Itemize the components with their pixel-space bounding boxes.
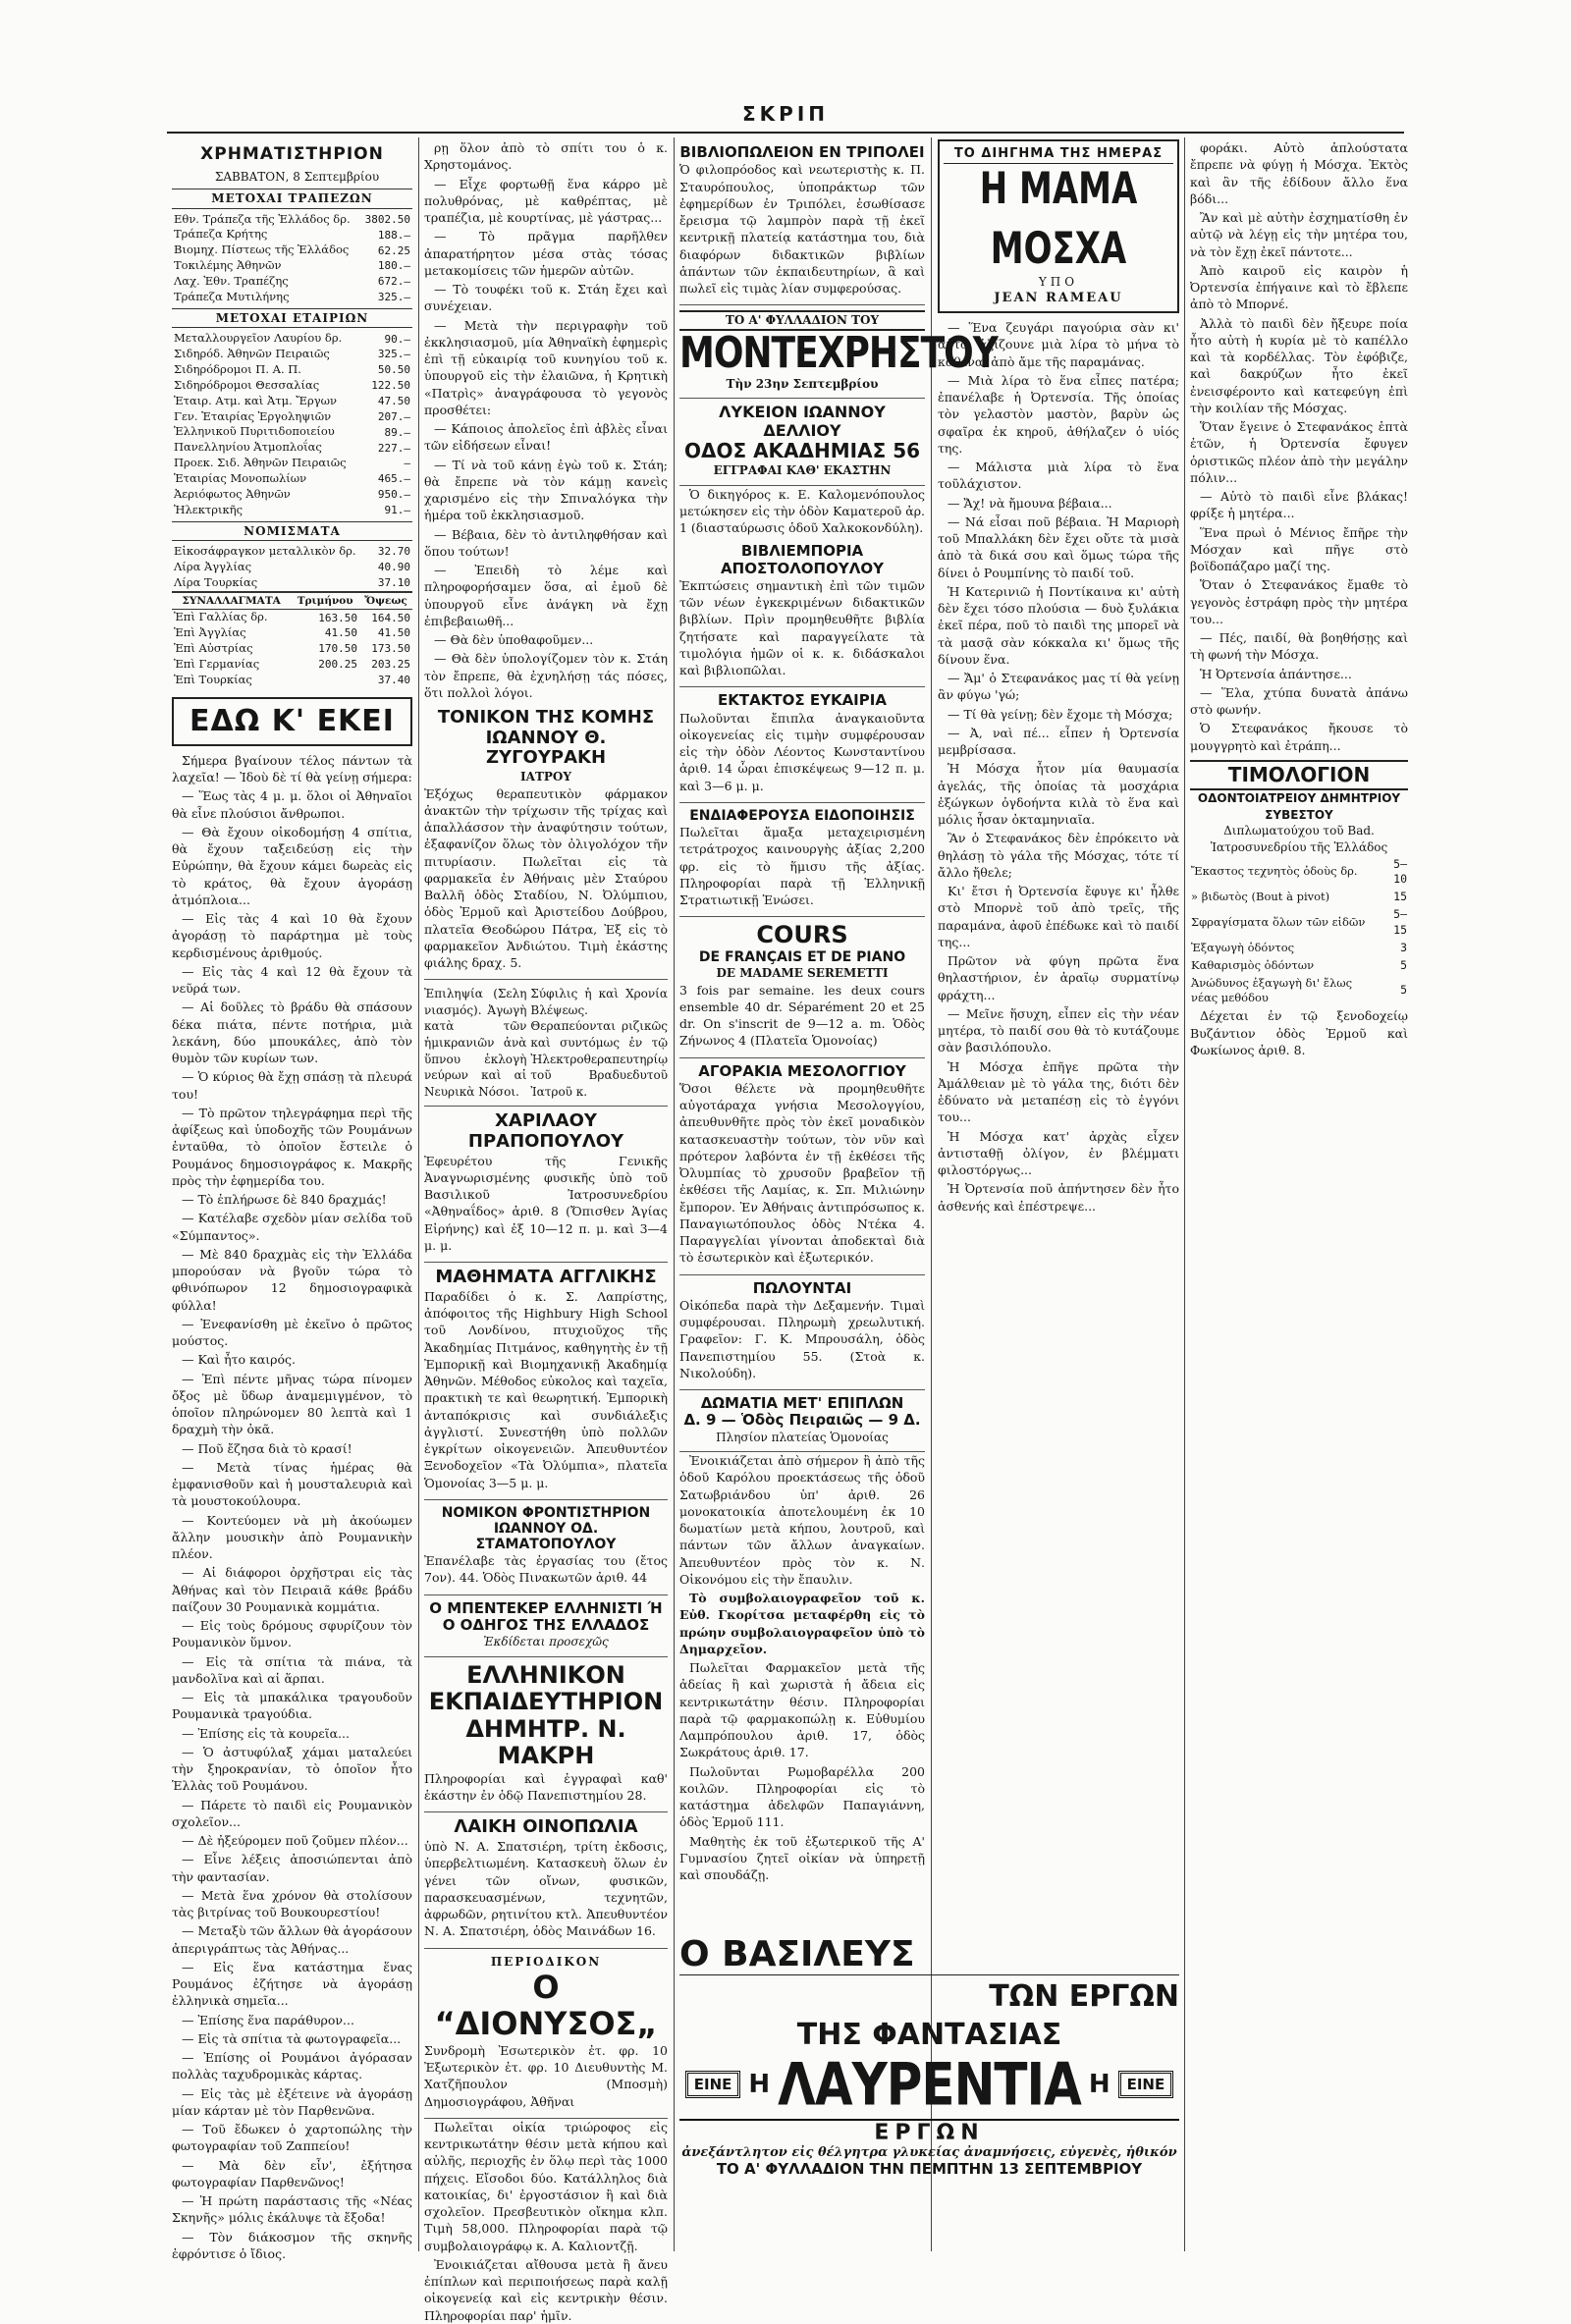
coin-value: 37.10: [377, 576, 410, 590]
ad-bookshop-title: ΒΙΒΛΙΟΠΩΛΕΙΟΝ ΕΝ ΤΡΙΠΟΛΕΙ: [679, 143, 925, 161]
ad-enoikiazetai: Ἐνοικιάζεται ἀπὸ σήμερον ἢ ἀπὸ τῆς ὁδοῦ Καρόλου προεκτάσεως τῆς ὁδοῦ Σατωβριάνδου ὑπ' ἀριθ. 26 μονοκατοικία ἀποτελουμένη ἐκ 10 δωματίων μετὰ κήπου, λουτροῦ, καὶ πάντων τῶν ἄλλων ἀναγκαίων. Ἀπευθυντέον πρὸς τὸν κ. Ν. Οἰκονόμου εἰς τὴν ἔπαυλιν.: [679, 1453, 925, 1587]
ad-cours: [679, 917, 925, 1057]
bank-value: 188.—: [377, 228, 410, 242]
coins-heading: ΝΟΜΙΣΜΑΤΑ: [172, 521, 412, 542]
company-row: [172, 424, 412, 440]
coin-name: Λίρα Τουρκίας: [174, 574, 258, 589]
price-item: Ἔκαστος τεχνητὸς ὀδοὺς δρ.: [1191, 864, 1358, 879]
coin-row: [172, 560, 412, 575]
ad-stamatopoulou-body: Ἐπανέλαβε τὰς ἐργασίας του (ἔτος 7ον). 44. Ὁδὸς Πινακωτῶν ἀριθ. 44: [424, 1553, 668, 1586]
column-exchange: [172, 139, 412, 2261]
news-paragraph: — Θὰ δὲν ὑπολογίζομεν τὸν κ. Στάη τὸν ἔπρεπε, θὰ ἐχνηλήσῃ τάς πόσες, ὅτι πολλοὶ λόγοι.: [424, 651, 668, 700]
ad-bookshop: [679, 139, 925, 305]
coin-value: 40.90: [377, 561, 410, 574]
story-paragraph: — Τί θὰ γείνῃ; δὲν ἔχομε τὴ Μόσχα;: [948, 706, 1173, 722]
edo-paragraph: — Εἰς τὰς 4 καὶ 10 θὰ ἔχουν ἀγοράσῃ τὸ παράρτημα μὲ τοὺς κερδισμένους ἀριθμούς.: [172, 911, 412, 960]
company-value: 50.50: [377, 363, 410, 377]
ad-pair: [424, 980, 668, 1107]
price-row: [1190, 889, 1408, 906]
fx-name: Ἐπὶ Τουρκίας: [174, 672, 252, 686]
ad-english-title: ΜΑΘΗΜΑΤΑ ΑΓΓΛΙΚΗΣ: [435, 1267, 657, 1288]
price-value: 5: [1400, 983, 1407, 998]
ad-lykeion: [679, 399, 925, 485]
edo-paragraph: — Καὶ ἦτο καιρός.: [182, 1352, 297, 1368]
ad-vivliemporia-body: Ἐκπτώσεις σημαντικὴ ἐπὶ τῶν τιμῶν τῶν νέων ἐγκεκριμένων διδακτικῶν βιβλίων. Πρὶν προμηθευθῆτε βιβλία ζητήσατε καὶ παραγγείλατε τὰ τιμολόγια ἡμῶν οἱ κ. κ. διδάσκαλοι καὶ βιβλιοπῶλαι.: [679, 577, 925, 678]
story-title: Η ΜΑΜΑ ΜΟΣΧΑ: [979, 163, 1138, 275]
story-paragraph: — Μιὰ λίρα τὸ ἕνα εἶπες πατέρα; ἐπανέλαβε ἡ Ὀρτενσία. Τῆς ὁποίας τὸν γελαστὸν μαστὸν, βαρὺν ὡς σφαῖρα ἐκ κηροῦ, ἀθήλαζεν ὁ υἱός της.: [938, 372, 1179, 456]
ad-agoraki-body: Ὅσοι θέλετε νὰ προμηθευθῆτε αὐγοτάραχα γνήσια Μεσολογγίου, ἀπευθυνθῆτε πρὸς τὸν ἐκεῖ μοναδικὸν κατασκευαστὴν τούτων, τὸν νῦν καὶ πρότερον λαβόντα ἐν τῇ ἐκθέσει τῆς Ὀλυμπίας τὸ χρυσοῦν βραβεῖον τῇ ἐκθέσει τῆς Λαμίας, κ. Σπ. Μιλιώνην ἔμπορον. Ἐν Ἀθήναις ἀντιπρόσωπος κ. Παναγιωτόπουλος ὁδὸς Ντέκα 4. Παραγγελίαι γίνονται ἀποδεκταὶ διὰ τὸ ἐσωτερικὸν καὶ ἐξωτερικόν.: [679, 1080, 925, 1266]
ad-tonikon: [424, 703, 668, 980]
edo-paragraph: — Ἐπὶ πέντε μῆνας τώρα πίνομεν ὄξος μὲ ὕδωρ ἀναμεμιγμένον, τὸ ὁποῖον πληρώνομεν 80 λεπτὰ καὶ 1 δραχμὴ τὴν ὀκᾶ.: [172, 1371, 412, 1437]
price-value: 15: [1393, 890, 1407, 904]
edo-paragraph: — Θὰ ἔχουν οἰκοδομήσῃ 4 σπίτια, θὰ ἔχουν ταξειδεύσῃ εἰς τὴν Εὐρώπην, θὰ ἔχουν κάμει δωρεὰς εἰς τὸ κράτος, θὰ ἔχουν ἀγοράσῃ ἀτμόπλοια...: [172, 824, 412, 907]
fx-three-month: 41.50: [324, 626, 357, 640]
edo-paragraph: Σήμερα βγαίνουν τέλος πάντων τὰ λαχεῖα! — Ἰδοὺ δὲ τί θὰ γείνῃ σήμερα:: [172, 752, 412, 785]
ad-ekpaid: [424, 1657, 668, 1813]
ad-oinopolia-title: ΛΑΙΚΗ ΟΙΝΟΠΩΛΙΑ: [454, 1816, 638, 1838]
price-table: [1190, 856, 1408, 1008]
edo-paragraph: — Τὸ πρῶτον τηλεγράφημα περὶ τῆς ἀφίξεως καὶ ὑποδοχῆς τῶν Ρουμάνων ἐνταῦθα, τὸ ὁποῖον ἔστειλε ὁ Ρουμάνος δημοσιογράφος κ. Μακρῆς πρὸς τὴν ἐφημερίδα του.: [172, 1105, 412, 1188]
banner-line5: ἀνεξάντλητον εἰς θέλγητρα γλυκείας ἀναμνήσεις, εὐγενὲς, ἡθικόν: [681, 2145, 1177, 2160]
company-row: [172, 503, 412, 518]
company-value: 207.—: [377, 409, 410, 423]
banner-line6: ΤΟ Α' ΦΥΛΛΑΔΙΟΝ ΤΗΝ ΠΕΜΠΤΗΝ 13 ΣΕΠΤΕΜΒΡΙΟΥ: [716, 2160, 1143, 2178]
fx-sight: 164.50: [371, 611, 410, 624]
edo-paragraph: — Ποῦ ἔζησα διὰ τὸ κρασί!: [182, 1440, 352, 1456]
bank-name: Τράπεζα Κρήτης: [174, 227, 268, 242]
company-name: Σιδηρόδ. Ἀθηνῶν Πειραιῶς: [174, 347, 330, 361]
fx-table: [172, 591, 412, 688]
banks-heading: ΜΕΤΟΧΑΙ ΤΡΑΠΕΖΩΝ: [172, 189, 412, 209]
edo-paragraph: — Ἕως τὰς 4 μ. μ. ὅλοι οἱ Ἀθηναῖοι θὰ εἶνε πλούσιοι ἄνθρωποι.: [172, 788, 412, 821]
story-paragraph: — Ἄχ! νὰ ἤμουνα βέβαια...: [948, 495, 1112, 511]
price-value: 3: [1400, 940, 1407, 954]
bank-name: Λαχ. Ἐθν. Τραπέζης: [174, 273, 289, 288]
story-paragraph: Ἡ Μόσχα ἐπῆγε πρῶτα τὴν Ἀμάλθειαν μὲ τὸ γάλα της, διότι δὲν ἐδύνατο νὰ μεταπέσῃ εἰς τὸ ἐγγόνι του...: [938, 1058, 1179, 1125]
ad-dionysos-label: ΠΕΡΙΟΔΙΚΟΝ: [490, 1954, 602, 1969]
price-row: [1190, 975, 1408, 1008]
fx-three-month: 163.50: [318, 611, 357, 624]
ad-cours-body: 3 fois par semaine. les deux cours ensemble 40 dr. Séparément 20 et 25 dr. On s'inscrit de 9—12 a. m. Ὁδὸς Ζήνωνος 4 (Πλατεῖα Ὁμονοίας): [679, 982, 925, 1049]
price-item: Ἐξαγωγὴ ὀδόντος: [1191, 940, 1295, 954]
ad-pair-left: Ἐπιληψία (Σελη νιασμός). Ἀγωγὴ κατὰ τῶν ἡμικρανιῶν ἀνὰ ὕπνου ἐκλογὴ νεύρων καὶ αἱ Νευρικὰ Νόσοι.: [424, 987, 527, 1099]
coin-name: Εἰκοσάφραγκον μεταλλικὸν δρ.: [174, 544, 356, 559]
edo-paragraph: — Αἱ δοῦλες τὸ βράδυ θὰ σπάσουν δέκα πιάτα, πέντε ποτήρια, μιὰ λεκάνη, δύο μπουκάλες, ἀπὸ τὸν θυμὸν τῶν κυρίων των.: [172, 1000, 412, 1066]
ad-cours-l3: DE MADAME SEREMETTI: [716, 965, 889, 980]
company-value: 227.—: [377, 441, 410, 455]
ad-english-body: Παραδίδει ὁ κ. Σ. Λαπρίστης, ἀπόφοιτος τῆς Highbury High School τοῦ Λονδίνου, πτυχιοῦχος τῆς Ἀκαδημίας Πιτμάνος, καθηγητὴς ἐν τῇ Ἐμπορικῇ καὶ Βιομηχανικῇ Ἀκαδημίᾳ Ἀθηνῶν. Μέθοδος εὐκολος καὶ ταχεῖα, πρακτικὴ τε καὶ θεωρητική. Ἐμπορικὴ ἀνταπόκρισις καὶ συνδιάλεξις ἀγγλιστί. Συνεστήθη ὑπὸ πολλῶν ἐγκρίτων οἰκογενειῶν. Ἀπευθυντέον Ξενοδοχεῖον «Τὰ Ὀλύμπια», πλατεῖα Ὁμονοίας 3—5 μ. μ.: [424, 1288, 668, 1490]
laurentia-banner: [679, 1934, 1179, 2180]
fx-name: Ἐπὶ Αὐστρίας: [174, 640, 253, 655]
ad-tonikon-role: ΙΑΤΡΟΥ: [520, 770, 571, 784]
ad-symvolaiog: Τὸ συμβολαιογραφεῖον τοῦ κ. Εὐθ. Γκορίτσα μεταφέρθη εἰς τὸ πρώην συμβολαιογραφεῖον ὑπὸ τὸ Δημαρχεῖον.: [679, 1591, 925, 1656]
ad-domatia: [679, 1390, 925, 1452]
edo-paragraph: — Τοῦ ἔδωκεν ὁ χαρτοπώλης τὴν φωτογραφίαν τοῦ Ζαππείου!: [172, 2122, 412, 2154]
ad-domatia-addr: Δ. 9 — Ὁδὸς Πειραιῶς — 9 Δ.: [683, 1411, 921, 1430]
ad-vivliemporia: [679, 538, 925, 687]
edo-paragraph: — Εἰς τὰ σπίτια τὰ φωτογραφεῖα...: [182, 2030, 402, 2046]
company-name: Ἠλεκτρικῆς: [174, 502, 244, 516]
story-paragraph: Ἡ Ὀρτενσία ποῦ ἀπήντησεν δὲν ἦτο ἀσθενής καὶ ἐπέστρεψε...: [938, 1181, 1179, 1214]
ad-stamatopoulou: [424, 1500, 668, 1595]
edo-paragraph: — Ὁ ἀστυφύλαξ χάμαι ματαλεύει τὴν ξηροκρανίαν, τὸ ὁποῖον ἦτο Ἑλλὰς τοῦ Ρουμάνου.: [172, 1744, 412, 1794]
story-paragraph: Ἕνα πρωὶ ὁ Μένιος ἔπῆρε τὴν Μόσχαν καὶ πῆγε στὸ βοϊδοπάζαρο μαζί της.: [1190, 524, 1408, 573]
edo-paragraph: — Τὸν διάκοσμον τῆς σκηνῆς ἐφρόντισε ὁ ἴδιος.: [172, 2229, 412, 2261]
story-paragraph: φοράκι. Αὐτὸ ἀπλούστατα ἔπρεπε νὰ φύγῃ ἡ Μόσχα. Ἐκτὸς καὶ ἂν τῆς ἐδίδουν ἄλλο ἕνα βόδι...: [1190, 140, 1408, 206]
edo-paragraph: — Εἰς τὰ σπίτια τὰ πιάνα, τὰ μανδολῖνα καὶ αἱ ἅρπαι.: [172, 1653, 412, 1686]
ad-tonikon-body: Ἐξόχως θεραπευτικὸν φάρμακον ἀνακτῶν τὴν τρίχωσιν τῆς τρίχας καὶ ἀπαλλάσσον τὴν ἀναφύτησιν τούτων, ἐξαφανίζον ὅλως τὸν ὀλιγολόχον τῆν πιτυρίασιν. Πωλεῖται εἰς τὰ φαρμακεῖα ἐν Ἀθήναις μὲν Σταύρου Βαλλῆ ὁδὸς Σταδίου, Ν. Ὀλύμπιου, ὁδὸς Ἑρμοῦ καὶ Ἀριστείδου Δούβρου, πλατεῖα Θεοδώρου Πάτρα, Ἐξ εἰς τὸ φαρμακεῖον Ἀνδιώτου. Τιμὴ ἑκάστης φιάλης δραχ. 5.: [424, 785, 668, 971]
ad-cours-l2: DE FRANÇAIS ET DE PIANO: [698, 948, 906, 965]
ad-polountai-title: ΠΩΛΟΥΝΤΑΙ: [752, 1278, 852, 1297]
edo-paragraph: — Εἰς τοὺς δρόμους σφυρίζουν τὸν Ρουμανικὸν ὕμνον.: [172, 1618, 412, 1650]
news-paragraph: — Κάποιος ἀπολεῖος ἐπὶ ἀβλὲς εἶναι τῶν εἰδήσεων εἶναι!: [424, 421, 668, 454]
fx-sight: 37.40: [377, 673, 410, 686]
coin-row: [172, 544, 412, 560]
news-paragraph: — Ἐπειδὴ τὸ λέμε καὶ πληροφορήσαμεν ὅσα, αἰ ἐμοῦ δὲ ὑπουργοῦ εἶνε ἀνάγκη νὰ ἔχῃ ἐπιβεβαιωθῆ...: [424, 563, 668, 628]
price-row: [1190, 856, 1408, 890]
ad-lykeion-sub: ΕΓΓΡΑΦΑΙ ΚΑΘ' ΕΚΑΣΤΗΝ: [713, 463, 892, 478]
bank-row: [172, 290, 412, 305]
coin-value: 32.70: [377, 545, 410, 559]
ad-vivliemporia-title: ΒΙΒΛΙΕΜΠΟΡΙΑ ΑΠΟΣΤΟΛΟΠΟΥΛΟΥ: [721, 542, 884, 577]
story-paragraph: Κι' ἔτσι ἡ Ὀρτενσία ἔφυγε κι' ἦλθε στὸ Μπορνὲ τοῦ ἀπὸ τρεῖς, τῆς παραμάνα, ἀφοῦ ἐπέδωκε καὶ τὸ παιδί της...: [938, 884, 1179, 949]
fx-three-month: [291, 673, 359, 688]
ad-ekpaid-body: Πληροφορίαι καὶ ἐγγραφαὶ καθ' ἑκάστην ἐν ὁδῷ Πανεπιστημίου 28.: [424, 1770, 668, 1804]
edo-body: [172, 752, 412, 2262]
price-title: ΤΙΜΟΛΟΓΙΟΝ: [1190, 760, 1408, 791]
story-header: [938, 139, 1179, 313]
company-value: 47.50: [377, 395, 410, 408]
company-name: Σιδηρόδρομοι Π. Α. Π.: [174, 361, 301, 376]
edo-paragraph: — Ἐπίσης ἕνα παράθυρον...: [182, 2012, 354, 2027]
ad-lykeion-street: ΟΔΟΣ ΑΚΑΔΗΜΙΑΣ 56: [683, 439, 921, 463]
bank-name: Τοκιλέμης Ἀθηνῶν: [174, 258, 282, 273]
ad-monte-title: ΜΟΝΤΕΧΡΗΣΤΟΥ: [679, 329, 998, 378]
fx-name: Ἐπὶ Γαλλίας δρ.: [174, 610, 268, 624]
story-paragraph: — Ἀ, ναὶ πέ... εἶπεν ἡ Ὀρτενσία μεμβρίσασα.: [938, 725, 1179, 758]
exchange-title: ΧΡΗΜΑΤΙΣΤΗΡΙΟΝ: [200, 144, 384, 164]
fx-row: [172, 673, 412, 688]
story-paragraph: — Μάλιστα μιὰ λίρα τὸ ἕνα τοῦλάχιστον.: [938, 459, 1179, 492]
story-paragraph: — Μεῖνε ἥσυχη, εἶπεν εἰς τὴν νέαν μητέρα, τὸ παιδί σου θὰ τὸ κυτάζουμε σὰν βασιλόπουλο.: [938, 1005, 1179, 1055]
edo-paragraph: — Ἡ πρώτη παράστασις τῆς «Νέας Σκηνῆς» μόλις ἐκάλυψε τὰ ἔξοδα!: [172, 2193, 412, 2226]
banner-laurentia: ΛΑΥΡΕΝΤΙΑ: [778, 2050, 1081, 2119]
story-paragraph: Ἀπὸ καιροῦ εἰς καιρὸν ἡ Ὀρτενσία ἐπήγαινε καὶ τὸ ἔβλεπε ἀπὸ τὸ Μπορνέ.: [1190, 262, 1408, 312]
ad-agoraki-title: ΑΓΟΡΑΚΙΑ ΜΕΣΟΛΟΓΓΙΟΥ: [698, 1061, 906, 1080]
price-row: [1190, 957, 1408, 975]
price-row: [1190, 940, 1408, 957]
fx-col-three: Τριμήνου: [291, 592, 359, 610]
masthead: ΣΚΡΙΠ: [742, 102, 829, 126]
ad-monte-date: Τὴν 23ην Σεπτεμβρίου: [726, 376, 879, 391]
company-value: 122.50: [371, 379, 410, 393]
ad-eukairia-body: Πωλοῦνται ἔπιπλα ἀναγκαιοῦντα οἰκογενείας εἰς τιμὴν συμφέρουσαν εἰς τὴν ὁδὸν Λέοντος Κωνσταντίνου ἀριθ. 14 ὧραι ἐπισκέψεως 9—12 π. μ. καὶ 3—6 μ. μ.: [679, 710, 925, 793]
company-value: 325.—: [377, 348, 410, 361]
coin-row: [172, 575, 412, 591]
edo-title: ΕΔΩ Κ' ΕΚΕΙ: [172, 697, 412, 745]
company-row: [172, 331, 412, 347]
edo-paragraph: — Αἱ διάφοροι ὀρχῆστραι εἰς τὰς Ἀθήνας καὶ τὸν Πειραιᾶ κάθε βράδυ παίζουν 30 Ρουμανικὰ κομμάτια.: [172, 1565, 412, 1614]
ad-sale-house: Πωλεῖται οἰκία τριώροφος εἰς κεντρικωτάτην θέσιν μετὰ κήπου καὶ αὐλῆς, περιοχῆς ἐν ὅλῳ περὶ τὰς 1000 πήχεις. Εἴσοδοι δύο. Κατάλληλος διὰ κατοικίας, δι' ἐργοστάσιον ἢ καὶ διὰ σχολεῖον. Πρεσβευτικὸν οἴκημα κλπ. Τιμὴ 58,000. Πληροφορίαι παρὰ τῷ συμβολαιογράφῳ κ. Α. Καλιοντζῇ.: [424, 2119, 668, 2253]
company-name: Σιδηρόδρομοι Θεσσαλίας: [174, 377, 320, 392]
ad-eukairia-title: ΕΚΤΑΚΤΟΣ ΕΥΚΑΙΡΙΑ: [718, 691, 887, 710]
fx-col-sight: Ὄψεως: [359, 592, 412, 610]
banner-line1: Ο ΒΑΣΙΛΕΥΣ: [679, 1934, 1179, 1975]
company-name: Μεταλλουργεῖον Λαυρίου δρ.: [174, 331, 343, 346]
price-note: Δέχεται ἐν τῷ ξενοδοχείῳ Βυζάντιον ὁδὸς Ἑρμοῦ καὶ Φωκίωνος ἀριθ. 8.: [1190, 1008, 1408, 1057]
story-paragraph: — Ἄμ' ὁ Στεφανάκος μας τί θὰ γείνῃ ἂν φύγω 'γώ;: [938, 671, 1179, 703]
story-paragraph: Ἂν ὁ Στεφανάκος δὲν ἐπρόκειτο νὰ θηλάσῃ τὸ γάλα τῆς Μόσχας, τότε τί ἄλλο ἤθελε;: [938, 831, 1179, 880]
fx-row: [172, 625, 412, 641]
fx-sight: 41.50: [377, 626, 410, 640]
ad-odigos-body: Ἐκδίδεται προσεχῶς: [483, 1635, 609, 1649]
ad-tonikon-name: ΙΩΑΝΝΟΥ Θ. ΖΥΓΟΥΡΑΚΗ: [485, 727, 607, 769]
banks-table: [172, 212, 412, 305]
banner-line2: ΤΩΝ ΕΡΓΩΝ: [989, 1979, 1179, 2014]
edo-paragraph: — Μεταξὺ τῶν ἄλλων θὰ ἀγοράσουν ἀπεριγράπτως τὰς Ἀθήνας...: [172, 1923, 412, 1956]
company-name: Ἑλληνικοῦ Πυριτιδοποιείου: [174, 424, 335, 439]
ad-rent-room: Ἐνοικιάζεται αἴθουσα μετὰ ἢ ἄνευ ἐπίπλων καὶ περιποιήσεως παρὰ καλῇ οἰκογενείᾳ καὶ εἰς κεντρικὴν θέσιν. Πληροφορίαι παρ' ἡμῖν.: [424, 2256, 668, 2323]
edo-paragraph: — Εἶνε λέξεις ἀποσιώπενται ἀπὸ τὴν φαντασίαν.: [172, 1852, 412, 1884]
price-item: Καθαρισμὸς ὀδόντων: [1191, 957, 1315, 972]
ad-montechristo: [679, 305, 998, 399]
ad-dikigoros: Ὁ δικηγόρος κ. Ε. Καλομενόπουλος μετώκησεν εἰς τὴν ὁδὸν Καματεροῦ ἀρ. 1 (διασταύρωσις ὁδοῦ Χαλκοκονδύλη).: [679, 486, 926, 536]
story-body: [938, 319, 1179, 1215]
ad-tonikon-title: ΤΟΝΙΚΟΝ ΤΗΣ ΚΟΜΗΣ: [437, 707, 655, 728]
company-value: —: [404, 457, 410, 470]
edo-paragraph: — Μετὰ τίνας ἡμέρας θὰ ἐμφανισθοῦν καὶ ἡ μουσταλευριὰ καὶ τὰ μουστοκούλουρα.: [172, 1459, 412, 1509]
price-value: 5—10: [1393, 856, 1407, 887]
ad-monte-pre: ΤΟ Α' ΦΥΛΛΑΔΙΟΝ ΤΟΥ: [679, 310, 925, 331]
coin-name: Λίρα Ἀγγλίας: [174, 559, 252, 573]
edo-paragraph: — Τὸ ἐπλήρωσε δὲ 840 δραχμάς!: [182, 1192, 387, 1208]
news-paragraph: — Βέβαια, δὲν τὸ ἀντιληφθήσαν καὶ ὅπου τούτων!: [424, 526, 668, 559]
ad-ekpaid-title: ΕΛΛΗΝΙΚΟΝ ΕΚΠΑΙΔΕΥΤΗΡΙΟΝ ΔΗΜΗΤΡ. Ν. ΜΑΚΡΗ: [428, 1660, 664, 1770]
company-row: [172, 378, 412, 394]
company-row: [172, 409, 412, 425]
column-divider: [1184, 137, 1185, 2251]
company-value: 89.—: [384, 425, 410, 439]
company-name: Ἀεριόφωτος Ἀθηνῶν: [174, 486, 291, 501]
ad-dionysos-title: Ο “ΔΙΟΝΥΣΟΣ„: [434, 1969, 658, 2042]
edo-paragraph: — Πάρετε τὸ παιδὶ εἰς Ρουμανικὸν σχολεῖον...: [172, 1797, 412, 1829]
news-paragraph: — Τὸ πρᾶγμα παρῆλθεν ἀπαρατήρητον μέσα στὰς τόσας μετακομίσεις τῶν ἡμερῶν αὐτῶν.: [424, 229, 668, 278]
bank-value: 325.—: [377, 291, 410, 304]
edo-paragraph: — Ἐπίσης εἰς τὰ κουρεῖα...: [182, 1725, 350, 1741]
edo-paragraph: — Εἰς τὰς μὲ ἐξέτεινε νὰ ἀγοράσῃ μίαν κάρταν μὲ τὸν Παρθενῶνα.: [172, 2085, 412, 2118]
column-five: [1190, 139, 1408, 2251]
ad-prapopoulou-body: Ἐφευρέτου τῆς Γενικῆς Ἀναγνωρισμένης φυσικῆς ὑπὸ τοῦ Βασιλικοῦ Ἰατροσυνεδρίου «Ἀθηναΐδος» ἀριθ. 8 (Ὄπισθεν Ἁγίας Εἰρήνης) καὶ ἐξ 10—12 π. μ. καὶ 3—4 μ. μ.: [424, 1153, 668, 1253]
bank-value: 3802.50: [364, 212, 410, 226]
story-paragraph: Ἡ Μόσχα ἦτον μία θαυμασία ἀγελάς, τῆς ὁποίας τὰ μοσχάρια ἐξώγκων ὀγδοήντα κιλὰ τὸ ἕνα καὶ μόλις ἦσαν ὀκταμηνιαῖα.: [938, 761, 1179, 828]
banner-h: Η: [748, 2070, 771, 2099]
fx-name: Ἐπὶ Ἀγγλίας: [174, 625, 246, 640]
price-value: 5: [1400, 957, 1407, 972]
bank-row: [172, 274, 412, 290]
edo-paragraph: — Κοντεύομεν νὰ μὴ ἀκούωμεν ἄλλην μουσικὴν ἀπὸ Ρουμανικὴν πλέον.: [172, 1512, 412, 1562]
fx-row: [172, 610, 412, 625]
edo-paragraph: — Εἰς τὰς 4 καὶ 12 θὰ ἔχουν τὰ νεῦρά των.: [172, 963, 412, 997]
exchange-date: ΣΑΒΒΑΤΟΝ, 8 Σεπτεμβρίου: [214, 170, 380, 185]
ad-eukairia: [679, 687, 925, 803]
news-paragraph: — Εἶχε φορτωθῇ ἕνα κάρρο μὲ πολυθρόνας, μὲ καθρέπτας, μὲ τραπέζια, μὲ κουρτίνας, μὲ γάστρας...: [424, 176, 668, 225]
news-paragraph: ρῃ ὅλον ἀπὸ τὸ σπίτι του ὁ κ. Χρηστομάνος.: [424, 140, 668, 173]
story-label: ΤΟ ΔΙΗΓΗΜΑ ΤΗΣ ΗΜΕΡΑΣ: [944, 145, 1173, 164]
company-row: [172, 456, 412, 471]
story-paragraph: — Πές, παιδί, θὰ βοηθήσῃς καὶ τὴ φωνή τὴν Μόσχα.: [1190, 630, 1408, 663]
story-paragraph: Ὅταν ὁ Στεφανάκος ἔμαθε τὸ γεγονὸς ἐστράφη πρὸς τὴν μητέρα του...: [1190, 577, 1408, 626]
story-by: ΥΠΟ: [1038, 274, 1079, 289]
company-row: [172, 394, 412, 409]
fx-sight: 203.25: [371, 658, 410, 672]
story-paragraph: Ἀλλὰ τὸ παιδὶ δὲν ἤξευρε ποία ἦτο αὐτὴ ἡ κυρία μὲ τὸ καπέλλο καὶ τὰ κορδέλλας. Τὸν ἐφόβιζε, καὶ δακρύζων ἦτο ἐκεῖ ἐνεισφέροντο καὶ κατεφεύγη ἐπὶ τὴν κοιλίαν τῆς Μόσχας.: [1190, 315, 1408, 415]
column-divider: [674, 137, 675, 2251]
news-paragraph: — Τί νὰ τοῦ κάνῃ ἐγὼ τοῦ κ. Στάη; θὰ ἔπρεπε νὰ τὸν κάμῃ κανεὶς χαρισμένο εἰς τὴν Σπιναλόγκα τὴν ἡμέρα τοῦ ἐκκλησιασμοῦ.: [424, 457, 668, 523]
edo-paragraph: — Ὁ κύριος θὰ ἔχῃ σπάσῃ τὰ πλευρά του!: [172, 1069, 412, 1102]
story-author: JEAN RAMEAU: [994, 291, 1123, 306]
company-value: 90.—: [384, 332, 410, 346]
banner-line3: ΤΗΣ ΦΑΝΤΑΣΙΑΣ: [796, 2018, 1062, 2052]
fx-col-name: ΣΥΝΑΛΛΑΓΜΑΤΑ: [172, 592, 291, 610]
ad-dionysos-body: Συνδρομὴ Ἐσωτερικὸν ἐτ. φρ. 10 Ἐξωτερικὸν ἐτ. φρ. 10 Διευθυντὴς Μ. Χατζῆπουλον (Μποσμὴ) Δημοσιογράφου, Ἀθῆναι: [424, 2042, 668, 2109]
bank-row: [172, 258, 412, 274]
company-name: Πανελληνίου Ἀτμοπλοΐας: [174, 440, 322, 455]
column-divider: [418, 137, 419, 2251]
company-name: Ἑταιρ. Ατμ. καὶ Ἀτμ. Ἔργων: [174, 393, 338, 407]
ad-domatia-title: ΔΩΜΑΤΙΑ ΜΕΤ' ΕΠΙΠΛΩΝ: [700, 1394, 904, 1412]
edo-paragraph: — Μὰ δὲν εἶν', ἐξήτησα φωτογραφίαν Παρθενῶνος!: [172, 2157, 412, 2189]
ad-dionysos: [424, 1949, 668, 2119]
fx-three-month: 170.50: [318, 642, 357, 656]
fx-row: [172, 641, 412, 657]
edo-paragraph: — Εἰς τὰ μπακάλικα τραγουδοῦν Ρουμανικὰ τραγούδια.: [172, 1690, 412, 1722]
price-item: » βιδωτὸς (Bout à pivot): [1191, 890, 1330, 904]
col2-top-text: [424, 139, 668, 701]
edo-paragraph: — Κατέλαβε σχεδὸν μίαν σελίδα τοῦ «Σύμπαντος».: [172, 1211, 412, 1243]
bank-row: [172, 243, 412, 258]
company-value: 950.—: [377, 488, 410, 502]
ad-prapopoulou-title: ΧΑΡΙΛΑΟΥ ΠΡΑΠΟΠΟΥΛΟΥ: [467, 1110, 624, 1152]
ad-bookshop-body: Ὁ φιλοπρόοδος καὶ νεωτεριστὴς κ. Π. Σταυρόπουλος, ὑποπράκτωρ τῶν ἐφημερίδων ἐν Τριπόλει, ἐσωθίσασε ἔρεισμα τῷ λαμπρὸν παρὰ τῇ ἐκεῖ κεντρικῇ πλατείᾳ κατάστημα του, διὰ διαφόρων διδακτικῶν βιβλίων ἁπάντων τῶν ἐκπαιδευτηρίων, ἃ καὶ πωλεῖ εἰς τιμὰς λίαν συμφερούσας.: [679, 162, 925, 296]
edo-paragraph: — Δὲ ἠξεύρομεν ποῦ ζοῦμεν πλέον...: [182, 1833, 408, 1849]
ad-pair-right: Σύφιλις ἡ καὶ Χρονία Βλέψεως. Θεραπεύονται ριζικῶς καὶ συντόμως ἐν τῷ Ἠλεκτροθεραπευτηρίῳ τοῦ Βραδυεδυτοῦ Ἰατροῦ κ.: [530, 987, 668, 1099]
story-paragraph: Ἡ Ὀρτενσία ἀπάντησε...: [1200, 666, 1352, 681]
bank-value: 180.—: [377, 259, 410, 273]
companies-heading: ΜΕΤΟΧΑΙ ΕΤΑΙΡΙΩΝ: [172, 308, 412, 329]
bank-value: 62.25: [377, 243, 410, 257]
banner-eine-left: ΕΙΝΕ: [685, 2071, 741, 2098]
ad-endiaferousa: [679, 803, 925, 917]
ad-prapopoulou: [424, 1107, 668, 1263]
price-value: 5—15: [1393, 907, 1407, 937]
news-paragraph: — Μετὰ τὴν περιγραφὴν τοῦ ἐκκλησιασμοῦ, μία Ἀθηναϊκὴ ἐφημερὶς ἐπὶ τῇ εὐκαιρίᾳ τοῦ κυνηγίου τοῦ κ. ὑπουργοῦ εἰς τὴν ἐλαιῶνα, ἡ Κρητικὴ «Πατρὶς» ἀναγράφουσα τὸ γεγονὸς προσθέτει:: [424, 317, 668, 417]
edo-paragraph: — Μετὰ ἕνα χρόνον θὰ στολίσουν τὰς βιτρίνας τοῦ Βουκουρεστίου!: [172, 1887, 412, 1920]
company-row: [172, 487, 412, 503]
story-paragraph: Ὁ Στεφανάκος ἤκουσε τὸ μουγγρητὸ καὶ ἐτράπη...: [1190, 721, 1408, 753]
company-row: [172, 347, 412, 362]
company-row: [172, 440, 412, 456]
story-paragraph: Ἡ Κατερινιῶ ἡ Ποντίκαινα κι' αὐτὴ δὲν ἔχει τόσο πλούσια — δυὸ ξυλάκια ἐκεῖ πέρα, ποῦ τὸ παιδὶ της μπορεῖ νὰ τὰ μασᾷ σὰν κόκκαλα κι' ὅμως τῆς δίνουν ἕνα.: [938, 583, 1179, 667]
price-sub2: Διπλωματούχου τοῦ Bad. Ἰατροσυνεδρίου τῆς Ἑλλάδος: [1210, 824, 1388, 854]
ad-polountai-body: Οἰκόπεδα παρὰ τὴν Δεξαμενήν. Τιμαὶ συμφέρουσαι. Πληρωμὴ χρεωλυτική. Γραφεῖον: Γ. Κ. Μπρουσάλη, ὁδὸς Πανεπιστημίου 55. (Στοὰ κ. Νικολούδη).: [679, 1297, 925, 1380]
company-name: Γεν. Ἑταιρίας Ἐργοληψιῶν: [174, 408, 332, 423]
edo-paragraph: — Εἰς ἕνα κατάστημα ἕνας Ρουμάνος ἐζήτησε νὰ ἀγοράσῃ ἐλληνικὰ σημεῖα...: [172, 1959, 412, 2009]
ad-lykeion-title: ΛΥΚΕΙΟΝ ΙΩΑΝΝΟΥ ΔΕΛΛΙΟΥ: [719, 403, 886, 440]
fx-sight: 173.50: [371, 642, 410, 656]
company-row: [172, 362, 412, 378]
price-row: [1190, 906, 1408, 940]
price-item: Σφραγίσματα ὅλων τῶν εἰδῶν: [1191, 915, 1366, 930]
ad-polountai: [679, 1275, 925, 1391]
ad-pharmakeion: Πωλεῖται Φαρμακεῖον μετὰ τῆς ἀδείας ἢ καὶ χωριστὰ ἡ ἄδεια εἰς κεντρικωτάτην θέσιν. Πληροφορίαι παρὰ τῷ φαρμακοπώλῃ κ. Εὐθυμίου Λαμπρόπουλου ἀριθ. 17, ὁδὸς Σωκράτους ἀριθ. 17.: [679, 1660, 925, 1760]
banner-h-right: Η: [1088, 2070, 1111, 2099]
fx-name: Ἐπὶ Γερμανίας: [174, 656, 260, 671]
ad-rimovarella: Πωλοῦνται Ρωμοβαρέλλα 200 κοιλῶν. Πληροφορίαι εἰς τὸ κατάστημα ἀδελφῶν Παπαγιάννη, ὁδὸς Ἑρμοῦ 111.: [679, 1763, 925, 1830]
story-paragraph: Ἡ Μόσχα κατ' ἀρχὰς εἶχεν ἀντισταθῇ ὀλίγον, ἐν βλέμματι φιλοστόργως...: [938, 1128, 1179, 1178]
company-name: Προεκ. Σιδ. Ἀθηνῶν Πειραιῶς: [174, 456, 347, 470]
banner-row: [679, 2050, 1179, 2119]
ad-agoraki: [679, 1058, 925, 1275]
story-paragraph: — Ἕλα, χτύπα δυνατὰ ἀπάνω στὸ φωνήν.: [1190, 684, 1408, 717]
story-paragraph: — Νά εἶσαι ποῦ βέβαια. Ἡ Μαριορὴ τοῦ Μπαλλάκη δὲν ἔχει οὔτε τὰ μισὰ ἀπὸ τὰ δικά σου καὶ ὅμως τώρα τῆς δίνει ὁ Ρουμπίνης τὸ παιδί τοῦ.: [938, 513, 1179, 580]
ad-odigos-title: Ο ΜΠΕΝΤΕΚΕΡ ΕΛΛΗΝΙΣΤΙ Ή Ο ΟΔΗΓΟΣ ΤΗΣ ΕΛΛΑΔΟΣ: [429, 1598, 663, 1634]
ad-oinopolia-body: ὑπὸ Ν. Α. Σπατσιέρη, τρίτη ἐκδοσις, ὑπερβελτιωμένη. Κατασκευὴ ὅλων ἐν γένει τῶν οἴνων, φυσικῶν, παρασκευασμένων, τεχνητῶν, ἀφρωδῶν, ρητινίτου κτλ. Ἀπευθυντέον Ν. Α. Σπατσιέρη, ὁδὸς Μαινάδων 16.: [424, 1839, 668, 1939]
story-paragraph: Πρῶτον νὰ φύγη πρῶτα ἕνα θηλαστήριον, ἐν ἀραῖῳ συρματίνῳ φράχτη...: [938, 953, 1179, 1002]
story-continuation: [1190, 139, 1408, 754]
ad-odigos: [424, 1595, 668, 1657]
companies-table: [172, 331, 412, 517]
bank-name: Βιομηχ. Πίστεως τῆς Ἑλλάδος: [174, 243, 350, 257]
ad-endiaferousa-title: ΕΝΔΙΑΦΕΡΟΥΣΑ ΕΙΔΟΠΟΙΗΣΙΣ: [689, 807, 915, 824]
top-rule: [167, 132, 1404, 134]
story-paragraph: — Ἕνα ζευγάρι παγούρια σὰν κι' αὐτό, ἀξίζουνε μιὰ λίρα τὸ μήνα τὸ καθένα, ἀπὸ ἄμε τῆς παραμάνας.: [938, 320, 1179, 369]
news-paragraph: — Θὰ δὲν ὑποθαφοῦμεν...: [434, 632, 594, 647]
bank-name: Εθν. Τράπεζα τῆς Ἑλλάδος δρ.: [174, 211, 351, 226]
story-paragraph: Ἂν καὶ μὲ αὐτὴν ἐσχηματίσθη ἐν αὐτῷ νὰ λέγῃ εἰς τὴν μητέρα του, νὰ τὸν ἔχῃ ἐκεῖ πάντοτε...: [1190, 210, 1408, 259]
company-value: 91.—: [384, 504, 410, 517]
ad-endiaferousa-body: Πωλεῖται ἄμαξα μεταχειρισμένη τετράτροχος καινουργὴς ἀξίας 2,200 φρ. εἰς τὸ ἥμισυ τῆς ἀξίας. Πληροφορίαι παρὰ τῇ Ἑλληνικῇ Στρατιωτικῇ Ἑνώσει.: [679, 825, 925, 908]
edo-paragraph: — Ἐνεφανίσθη μὲ ἐκεῖνο ὁ πρῶτος μούστος.: [172, 1316, 412, 1349]
bank-name: Τράπεζα Μυτιλήνης: [174, 289, 290, 303]
bank-row: [172, 212, 412, 228]
coins-table: [172, 544, 412, 591]
news-paragraph: — Τὸ τουφέκι τοῦ κ. Στάη ἔχει καὶ συνέχειαν.: [424, 282, 668, 314]
story-paragraph: — Αὐτὸ τὸ παιδὶ εἶνε βλάκας! φρίξε ἡ μητέρα...: [1190, 489, 1408, 521]
edo-paragraph: — Ἐπίσης οἱ Ρουμάνοι ἀγόρασαν πολλὰς ταχυδρομικὰς κάρτας.: [172, 2050, 412, 2082]
company-row: [172, 471, 412, 487]
ad-stamatopoulou-title: ΝΟΜΙΚΟΝ ΦΡΟΝΤΙΣΤΗΡΙΟΝ ΙΩΑΝΝΟΥ ΟΔ. ΣΤΑΜΑΤΟΠΟΥΛΟΥ: [441, 1504, 651, 1552]
story-paragraph: Ὅταν ἔγεινε ὁ Στεφανάκος ἑπτὰ ἐτῶν, ἡ Ὀρτενσία ἔφυγεν ὁριστικῶς πλέον ἀπὸ τὴν μεγάλην πόλιν...: [1190, 419, 1408, 485]
bank-value: 672.—: [377, 275, 410, 289]
edo-paragraph: — Μὲ 840 δραχμὰς εἰς τὴν Ἑλλάδα μπορούσαν νὰ βγοῦν τώρα τὸ φθινόπωρον 12 δημοσιογραφικὰ φύλλα!: [172, 1246, 412, 1313]
ad-english: [424, 1263, 668, 1500]
column-two: [424, 139, 668, 2323]
banner-eine-right: ΕΙΝΕ: [1118, 2071, 1174, 2098]
price-item: Ἀνώδυνος ἐξαγωγὴ δι' ἔλως νέας μεθόδου: [1191, 975, 1353, 1005]
bank-row: [172, 227, 412, 243]
company-name: Ἑταιρίας Μονοπωλίων: [174, 470, 307, 485]
ad-mathitis: Μαθητὴς ἐκ τοῦ ἐξωτερικοῦ τῆς Α' Γυμνασίου ζητεῖ οἰκίαν νὰ ὑπηρετῇ καὶ σπουδάζῃ.: [679, 1833, 925, 1883]
ad-domatia-sub: Πλησίον πλατείας Ὁμονοίας: [716, 1430, 889, 1444]
fx-three-month: 200.25: [318, 658, 357, 672]
ad-oinopolia: [424, 1812, 668, 1948]
price-sub: ΟΔΟΝΤΟΙΑΤΡΕΙΟΥ ΔΗΜΗΤΡΙΟΥ ΣΥΒΕΣΤΟΥ: [1197, 791, 1401, 822]
fx-row: [172, 657, 412, 673]
company-value: 465.—: [377, 472, 410, 486]
ad-cours-l1: COURS: [756, 921, 848, 949]
banner-erga: ΕΡΓΩΝ: [679, 2119, 1179, 2145]
